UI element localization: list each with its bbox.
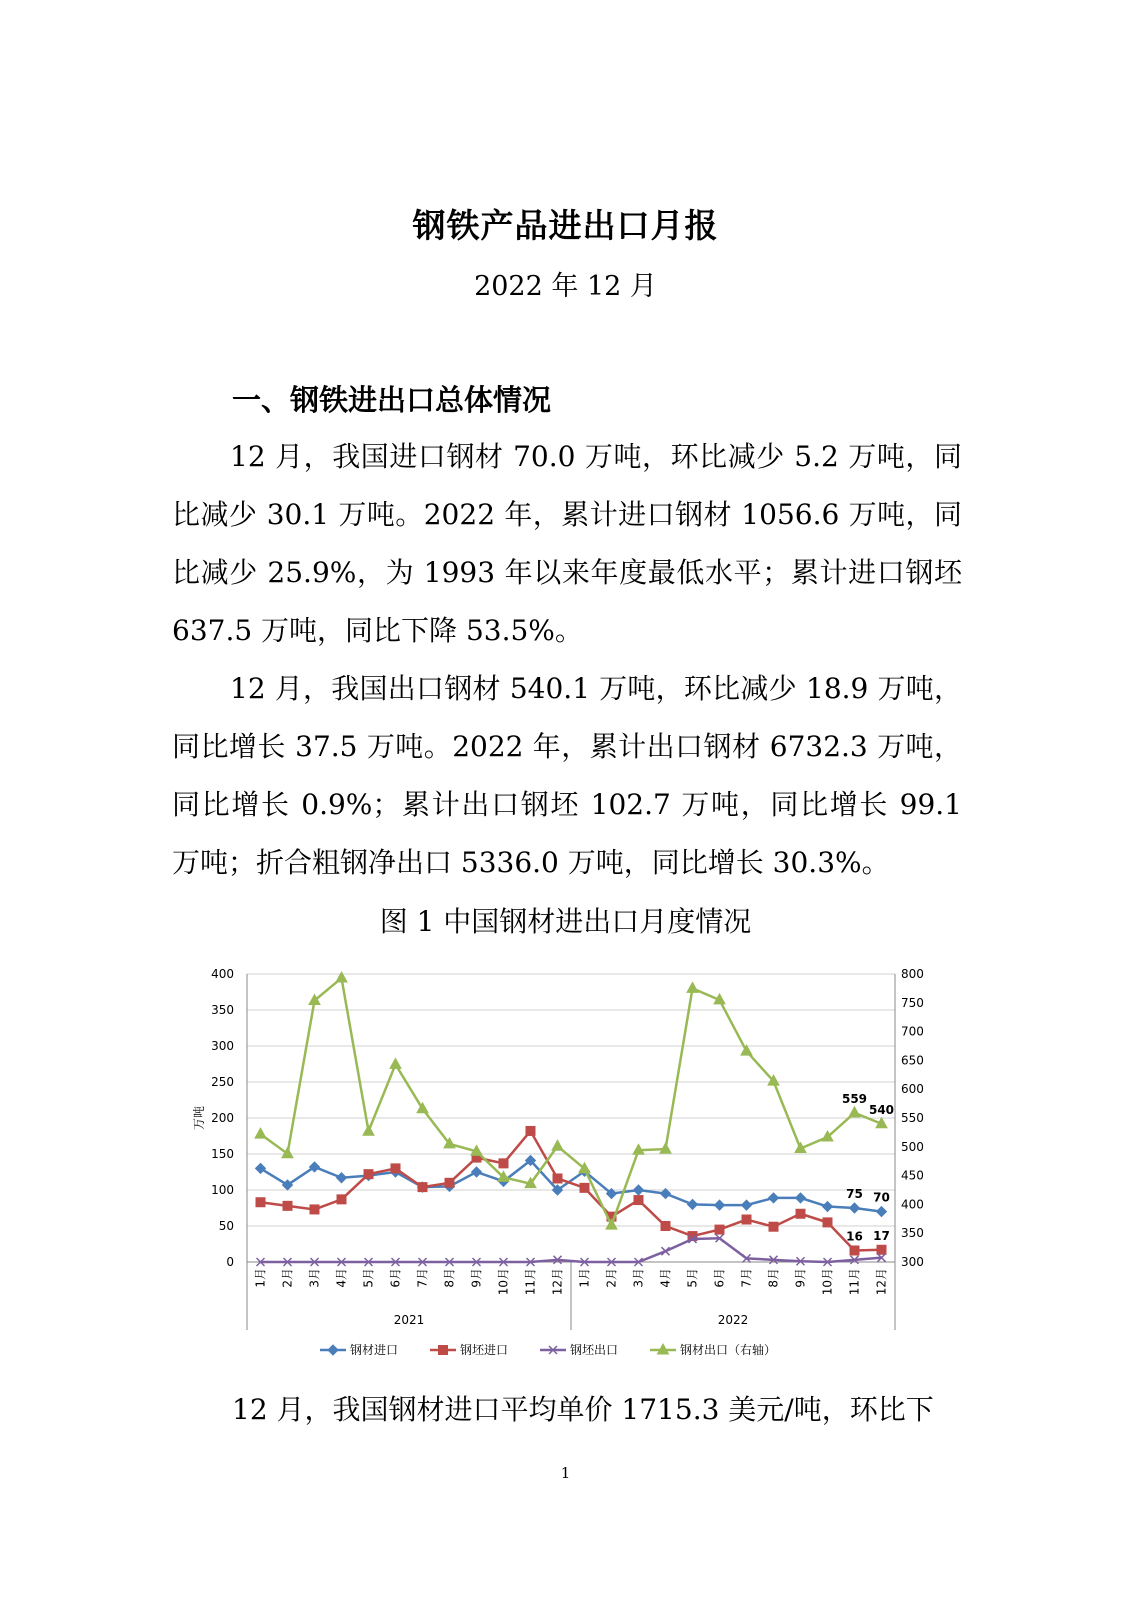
data-point <box>796 1193 806 1203</box>
paragraph-imports: 12 月，我国进口钢材 70.0 万吨，环比减少 5.2 万吨，同比减少 30.1 万吨。2022 年，累计进口钢材 1056.6 万吨，同比减少 25.9%，为 1993 年以来年度最低水平；累计进口钢坯 637.5 万吨，同比下降 53.5%。 <box>172 440 962 647</box>
series-3 <box>257 1234 886 1266</box>
x-tick-label: 7月 <box>415 1268 430 1288</box>
y2-tick-label: 450 <box>901 1168 924 1183</box>
legend-entry <box>430 1342 508 1357</box>
steel-trade-chart <box>185 960 925 1370</box>
y2-tick-label: 700 <box>901 1024 924 1039</box>
x-tick-label: 6月 <box>712 1268 727 1288</box>
data-point <box>310 1205 319 1214</box>
y2-tick-label: 500 <box>901 1139 924 1154</box>
series-1 <box>256 1155 890 1216</box>
legend-entry <box>540 1342 618 1357</box>
data-point <box>688 1199 698 1209</box>
data-point <box>255 1128 266 1138</box>
data-label: 17 <box>873 1228 890 1243</box>
chart-legend <box>320 1342 776 1357</box>
data-point <box>742 1215 751 1224</box>
data-point <box>390 1058 401 1068</box>
data-point <box>337 1173 347 1183</box>
y-tick-label: 150 <box>211 1147 234 1161</box>
data-point <box>877 1245 886 1254</box>
data-point <box>850 1246 859 1255</box>
y2-tick-label: 800 <box>901 967 924 981</box>
data-point <box>634 1196 643 1205</box>
data-point <box>418 1183 427 1192</box>
x-tick-label: 11月 <box>523 1268 538 1296</box>
data-point <box>634 1185 644 1195</box>
data-label: 75 <box>846 1187 863 1201</box>
data-point <box>256 1198 265 1207</box>
data-label: 540 <box>868 1102 895 1117</box>
data-point <box>364 1170 373 1179</box>
y-tick-label: 100 <box>211 1183 234 1197</box>
x-tick-label: 7月 <box>739 1268 754 1288</box>
x-tick-label: 5月 <box>361 1268 376 1288</box>
data-point <box>580 1183 589 1192</box>
legend-entry <box>650 1342 776 1357</box>
series-2 <box>256 1126 890 1255</box>
x-group-label: 2021 <box>393 1313 425 1327</box>
y-tick-label: 0 <box>226 1255 234 1269</box>
y2-tick-label: 750 <box>901 995 924 1010</box>
legend-label: 钢坯进口 <box>460 1343 509 1357</box>
x-tick-label: 11月 <box>847 1268 862 1296</box>
data-point <box>282 1148 293 1158</box>
x-tick-label: 12月 <box>550 1268 565 1296</box>
legend-label: 钢材出口（右轴） <box>680 1343 777 1357</box>
data-point <box>769 1222 778 1231</box>
y-tick-label: 250 <box>211 1075 234 1089</box>
series-line <box>261 1160 882 1211</box>
x-tick-label: 12月 <box>874 1268 889 1296</box>
x-tick-label: 2月 <box>280 1268 295 1288</box>
x-tick-label: 9月 <box>469 1268 484 1288</box>
data-point <box>472 1167 482 1177</box>
x-tick-label: 1月 <box>253 1268 268 1288</box>
x-group-label: 2022 <box>717 1313 749 1327</box>
data-point <box>715 1225 724 1234</box>
legend-label: 钢材进口 <box>350 1343 399 1357</box>
data-point <box>796 1209 805 1218</box>
y2-tick-label: 550 <box>901 1111 924 1125</box>
paragraph-unit-price: 12 月，我国钢材进口平均单价 1715.3 美元/吨，环比下 <box>232 1393 934 1426</box>
report-title: 钢铁产品进出口月报 <box>412 206 719 245</box>
data-point <box>823 1202 833 1212</box>
data-point <box>328 1345 338 1355</box>
data-point <box>283 1201 292 1210</box>
y-tick-label: 300 <box>211 1039 234 1053</box>
y2-tick-label: 350 <box>901 1226 924 1241</box>
data-point <box>850 1203 860 1213</box>
data-point <box>439 1346 448 1355</box>
data-point <box>741 1045 752 1055</box>
x-tick-label: 2月 <box>604 1268 619 1288</box>
data-point <box>687 982 698 992</box>
data-point <box>526 1126 535 1135</box>
x-tick-label: 5月 <box>685 1268 700 1288</box>
data-label: 70 <box>873 1190 890 1205</box>
data-point <box>823 1218 832 1227</box>
page-number: 1 <box>560 1464 571 1482</box>
data-point <box>661 1222 670 1231</box>
data-point <box>849 1107 860 1117</box>
x-tick-label: 3月 <box>307 1268 322 1288</box>
data-point <box>445 1178 454 1187</box>
y2-tick-label: 400 <box>901 1197 924 1212</box>
x-tick-label: 8月 <box>442 1268 457 1288</box>
data-point <box>553 1174 562 1183</box>
y-tick-label: 350 <box>211 1003 234 1017</box>
section-heading: 一、钢铁进出口总体情况 <box>232 383 552 417</box>
chart-series <box>255 972 894 1266</box>
data-point <box>337 1195 346 1204</box>
x-tick-label: 4月 <box>658 1268 673 1288</box>
chart-grid <box>247 974 895 1262</box>
x-tick-label: 8月 <box>766 1268 781 1288</box>
paragraph-exports: 12 月，我国出口钢材 540.1 万吨，环比减少 18.9 万吨，同比增长 37.5 万吨。2022 年，累计出口钢材 6732.3 万吨，同比增长 0.9%；累计出口钢坯 102.7 万吨，同比增长 99.1 万吨；折合粗钢净出口 5336.0 万吨，同比增长 30.3%。 <box>172 672 962 879</box>
x-tick-label: 9月 <box>793 1268 808 1288</box>
data-label: 16 <box>846 1229 863 1244</box>
data-point <box>552 1140 563 1150</box>
y2-tick-label: 300 <box>901 1255 924 1269</box>
data-point <box>877 1207 887 1217</box>
figure-caption: 图 1 中国钢材进出口月度情况 <box>379 905 752 938</box>
data-point <box>391 1164 400 1173</box>
data-point <box>715 1200 725 1210</box>
y-tick-label: 50 <box>218 1219 234 1233</box>
x-tick-label: 4月 <box>334 1268 349 1288</box>
y2-tick-label: 600 <box>901 1082 924 1097</box>
y2-tick-label: 650 <box>901 1053 924 1068</box>
data-point <box>363 1125 374 1135</box>
data-point <box>742 1200 752 1210</box>
y-tick-label: 400 <box>211 967 234 981</box>
report-date: 2022 年 12 月 <box>474 271 657 302</box>
legend-entry <box>320 1342 398 1357</box>
x-tick-label: 1月 <box>577 1268 592 1288</box>
data-label: 559 <box>841 1091 868 1106</box>
series-line <box>261 1238 882 1262</box>
data-point <box>499 1159 508 1168</box>
series-line <box>261 1131 882 1251</box>
x-tick-label: 6月 <box>388 1268 403 1288</box>
x-tick-label: 10月 <box>820 1268 835 1296</box>
y-tick-label: 200 <box>211 1111 234 1125</box>
legend-label: 钢坯出口 <box>570 1343 619 1357</box>
x-tick-label: 10月 <box>496 1268 511 1296</box>
data-point <box>769 1193 779 1203</box>
y-axis-title: 万吨 <box>192 1105 206 1131</box>
x-tick-label: 3月 <box>631 1268 646 1288</box>
